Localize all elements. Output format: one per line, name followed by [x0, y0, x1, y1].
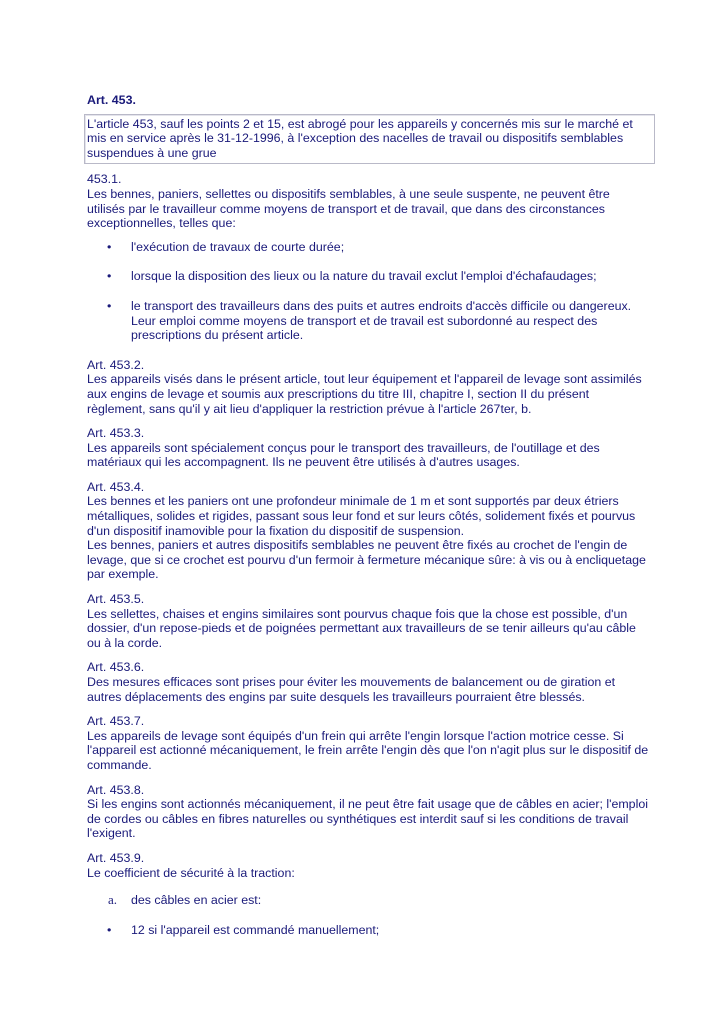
- section-heading: Art. 453.2.: [87, 357, 145, 372]
- section-text: Les appareils de levage sont équipés d'un frein qui arrête l'engin lorsque l'action motrice cesse. Si l'appareil est actionné mécaniquement, le frein arrête l'engin dès que l'on n'agit plus sur le dispositif de commande.: [87, 728, 649, 772]
- section-453-8: [87, 783, 649, 841]
- alpha-list-item: [87, 893, 649, 908]
- section-heading: Art. 453.4.: [87, 479, 145, 494]
- section-453-2: [87, 358, 649, 416]
- list-item-text: 12 si l'appareil est commandé manuellement;: [131, 922, 380, 937]
- list-item: [87, 299, 649, 343]
- section-heading: Art. 453.7.: [87, 714, 145, 729]
- bullet-icon: •: [107, 298, 112, 313]
- section-453-1: [87, 172, 649, 342]
- list-item-text: lorsque la disposition des lieux ou la nature du travail exclut l'emploi d'échafaudages;: [131, 269, 597, 284]
- section-text: Les appareils sont spécialement conçus pour le transport des travailleurs, de l'outillage et des matériaux qui les accompagnent. Ils ne peuvent être utilisés à d'autres usages.: [87, 440, 600, 470]
- section-text: Les sellettes, chaises et engins similaires sont pourvus chaque fois que la chose est possible, d'un dossier, d'un repose-pieds et de poignées permettant aux travailleurs de se tenir ailleurs qu'au câble ou à la corde.: [87, 606, 636, 650]
- document-page: [87, 93, 649, 952]
- section-453-5: [87, 592, 649, 650]
- section-453-9: [87, 851, 649, 937]
- section-text: Si les engins sont actionnés mécaniquement, il ne peut être fait usage que de câbles en acier; l'emploi de cordes ou câbles en fibres naturelles ou synthétiques est interdit sauf si les conditions de travail l'exigent.: [87, 797, 648, 841]
- section-text: Des mesures efficaces sont prises pour éviter les mouvements de balancement ou de giration et autres déplacements des engins par suite desquels les travailleurs pourraient être blessés.: [87, 675, 616, 704]
- bullet-list: [87, 240, 649, 343]
- list-item-text: l'exécution de travaux de courte durée;: [131, 239, 345, 254]
- section-heading: 453.1.: [87, 172, 122, 187]
- section-453-7: [87, 714, 649, 772]
- section-text: Les bennes, paniers et autres dispositifs semblables ne peuvent être fixés au crochet de l'engin de levage, que si ce crochet est pourvu d'un fermoir à fermeture mécanique sûre: à vis ou à encliquetage par exemple.: [87, 538, 646, 582]
- section-heading: Art. 453.5.: [87, 592, 145, 607]
- section-text: Le coefficient de sécurité à la traction:: [87, 865, 295, 880]
- section-text: Les bennes et les paniers ont une profondeur minimale de 1 m et sont supportés par deux étriers métalliques, solides et rigides, passant sous leur fond et sur leurs côtés, solidement fixés et pourvus d'un dispositif inamovible pour la fixation du dispositif de suspension.: [87, 494, 636, 538]
- section-text: Les appareils visés dans le présent article, tout leur équipement et l'appareil de levage sont assimilés aux engins de levage et soumis aux prescriptions du titre III, chapitre I, section II du présent règlement, sans qu'il y ait lieu d'appliquer la restriction prévue à l'article 267ter, b.: [87, 372, 642, 416]
- section-heading: Art. 453.3.: [87, 426, 145, 441]
- article-title: Art. 453.: [87, 93, 136, 107]
- bullet-icon: •: [107, 269, 112, 284]
- list-item: [87, 269, 649, 284]
- alpha-item-text: des câbles en acier est:: [131, 893, 262, 908]
- bullet-icon: •: [107, 239, 112, 254]
- section-heading: Art. 453.8.: [87, 782, 145, 797]
- section-453-6: [87, 660, 649, 704]
- list-item: [87, 240, 649, 255]
- bullet-list: [87, 923, 649, 938]
- bullet-icon: •: [107, 922, 112, 937]
- section-453-4: [87, 480, 649, 582]
- abrogation-note: L'article 453, sauf les points 2 et 15, est abrogé pour les appareils y concernés mis sur le marché et mis en service après le 31-12-1996, à l'exception des nacelles de travail ou dispositifs semblables suspendues à une grue: [84, 114, 655, 165]
- list-item: [87, 923, 649, 938]
- section-heading: Art. 453.9.: [87, 850, 145, 865]
- section-453-3: [87, 426, 649, 470]
- section-heading: Art. 453.6.: [87, 660, 145, 675]
- list-item-text: le transport des travailleurs dans des puits et autres endroits d'accès difficile ou dangereux. Leur emploi comme moyens de transport et de travail est subordonné au respect des prescriptions du présent article.: [131, 298, 632, 343]
- section-text: Les bennes, paniers, sellettes ou dispositifs semblables, à une seule suspente, ne peuvent être utilisés par le travailleur comme moyens de transport et de travail, que dans des circonstances exceptionnelles, telles que:: [87, 186, 610, 231]
- alpha-marker: a.: [108, 892, 118, 908]
